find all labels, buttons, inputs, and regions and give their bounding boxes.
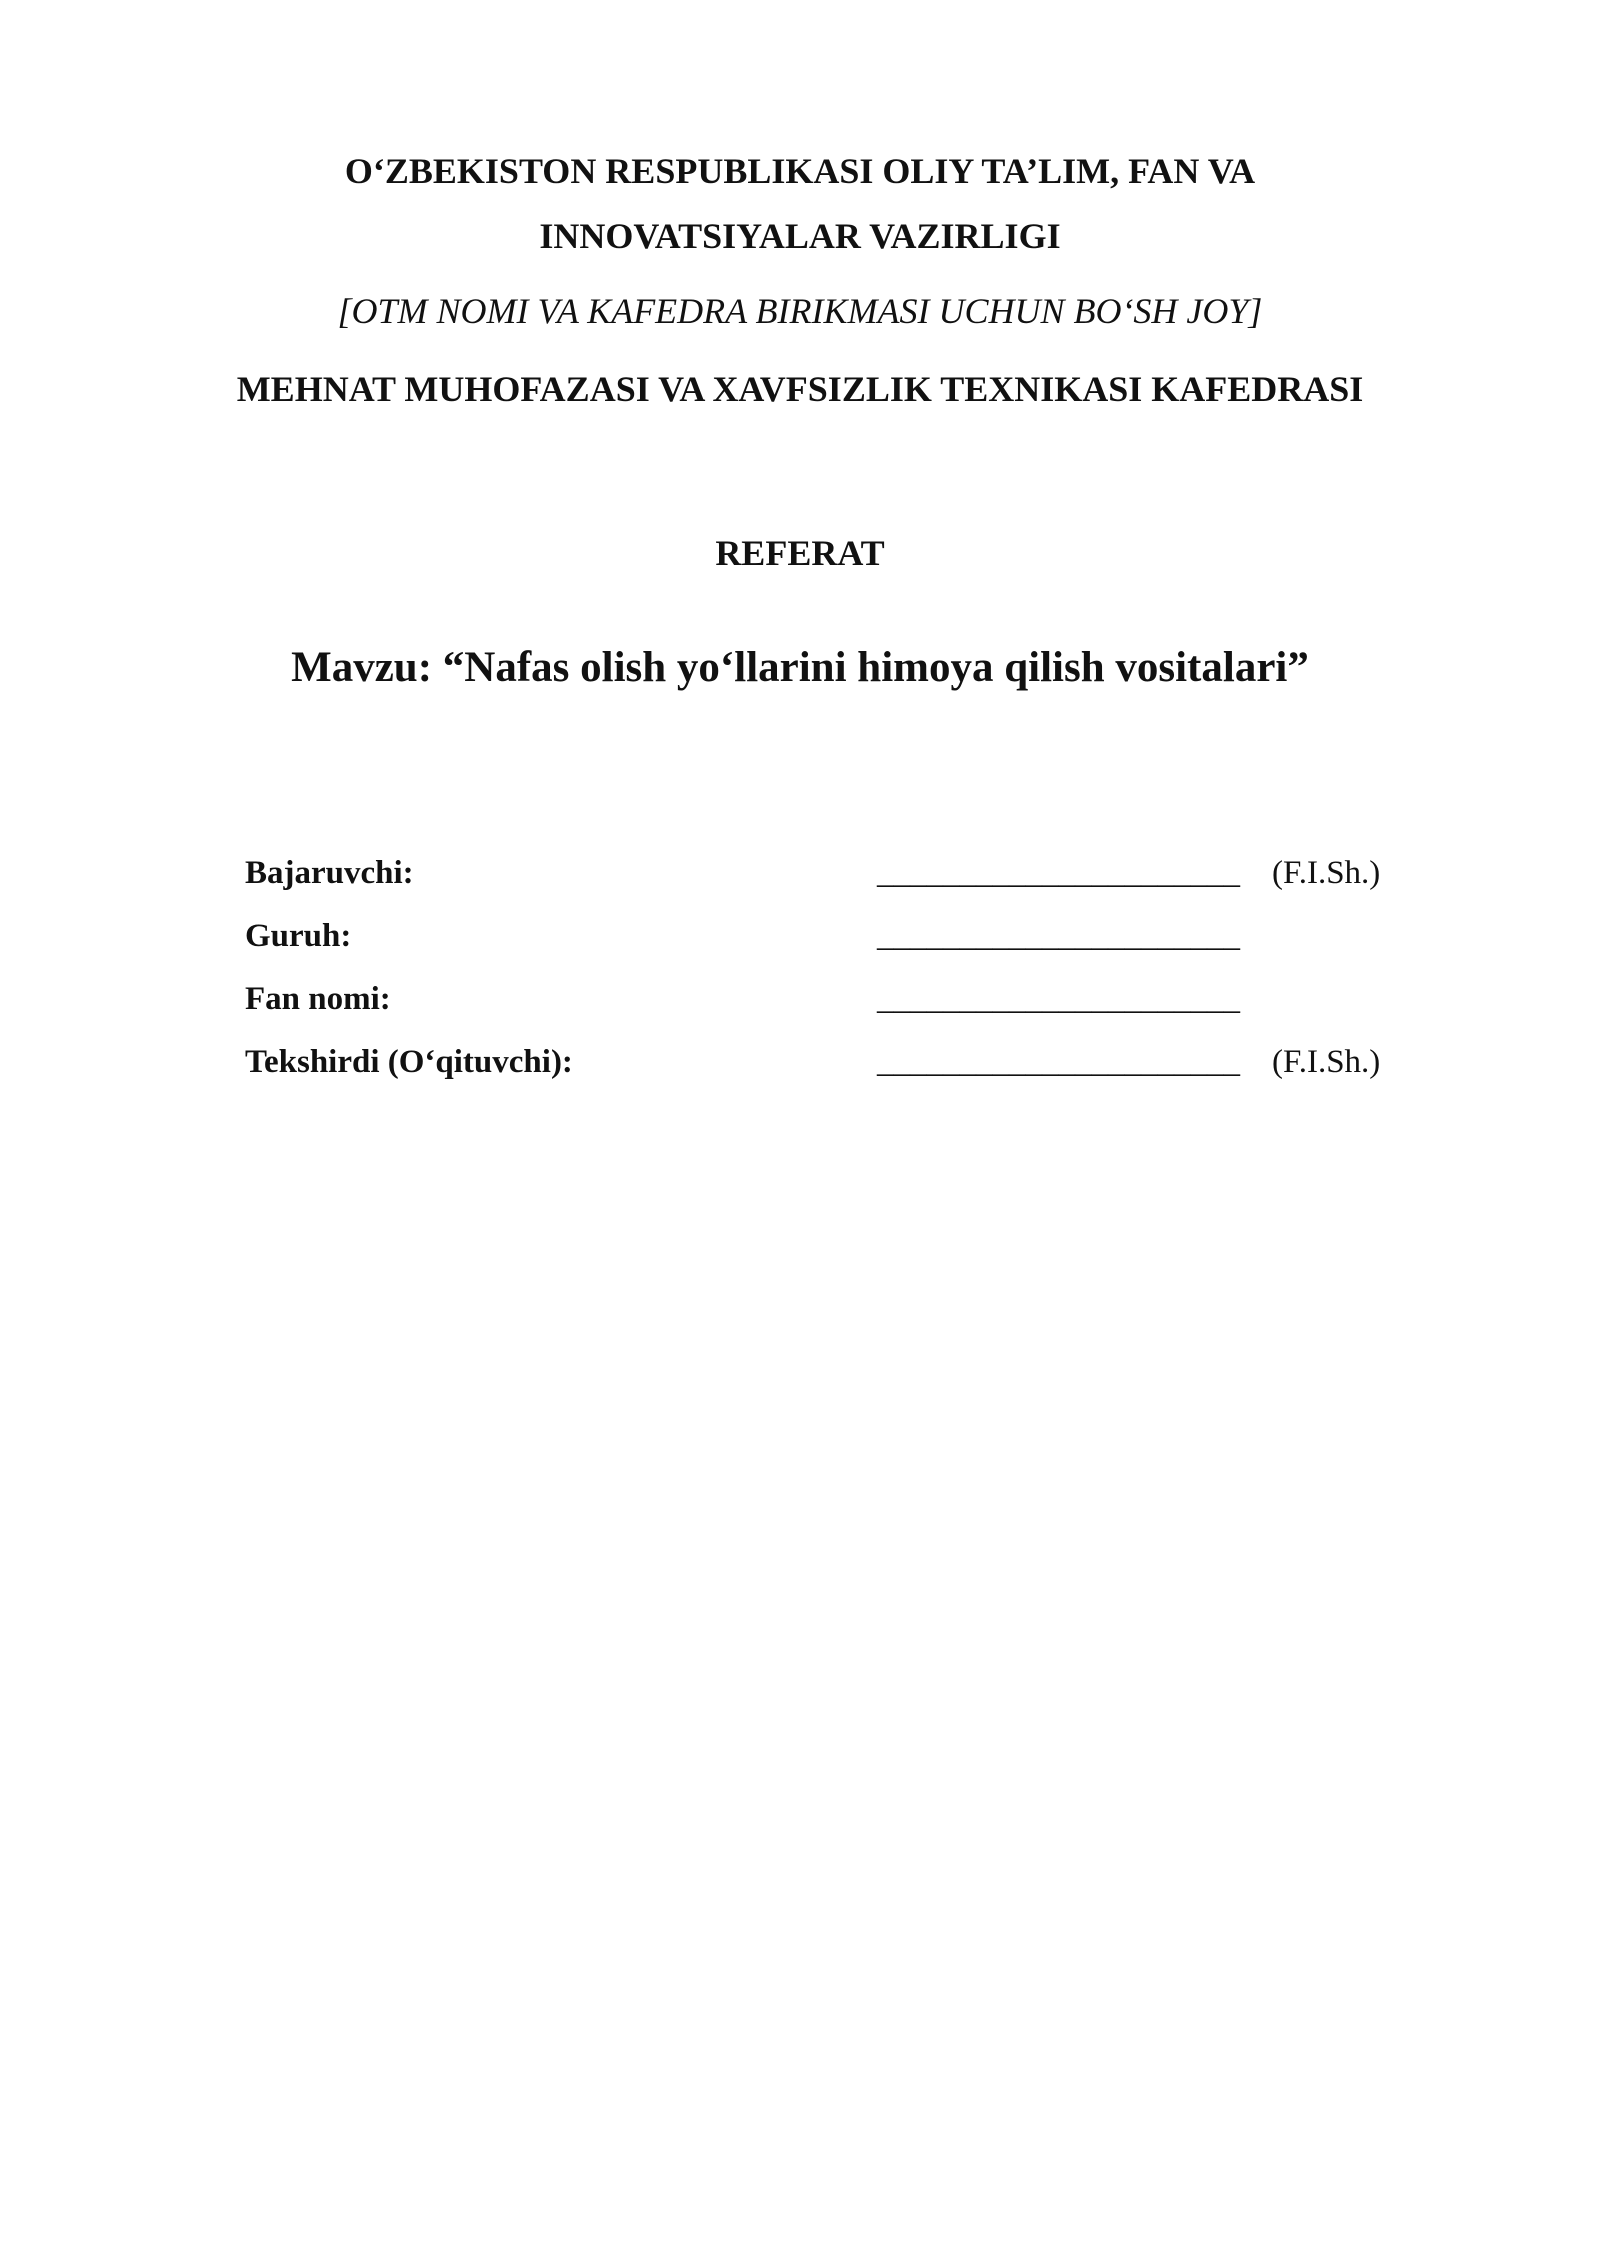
field-row-checker [245, 1044, 1445, 1107]
field-row-subject [245, 981, 1445, 1044]
document-topic: Mavzu: “Nafas olish yo‘llarini himoya qilish vositalari” [291, 644, 1309, 691]
field-note: (F.I.Sh.) [1272, 855, 1381, 891]
field-blank-line: ______________________ [877, 1044, 1240, 1080]
department-title: MEHNAT MUHOFAZASI VA XAVFSIZLIK TEXNIKASI KAFEDRASI [236, 369, 1364, 409]
ministry-title-line-2: INNOVATSIYALAR VAZIRLIGI [539, 216, 1061, 256]
document-type: REFERAT [715, 533, 885, 573]
field-label: Guruh: [245, 918, 352, 954]
field-row-performer [245, 855, 1445, 918]
field-blank-line: ______________________ [877, 855, 1240, 891]
institution-placeholder: [OTM NOMI VA KAFEDRA BIRIKMASI UCHUN BO‘SH JOY] [337, 291, 1263, 331]
field-blank-line: ______________________ [877, 981, 1240, 1017]
field-label: Tekshirdi (O‘qituvchi): [245, 1044, 573, 1080]
field-label: Bajaruvchi: [245, 855, 414, 891]
field-label: Fan nomi: [245, 981, 391, 1017]
field-note: (F.I.Sh.) [1272, 1044, 1381, 1080]
info-fields [245, 855, 1445, 1107]
field-blank-line: ______________________ [877, 918, 1240, 954]
field-row-group [245, 918, 1445, 981]
ministry-title-line-1: O‘ZBEKISTON RESPUBLIKASI OLIY TA’LIM, FAN VA [344, 151, 1256, 191]
